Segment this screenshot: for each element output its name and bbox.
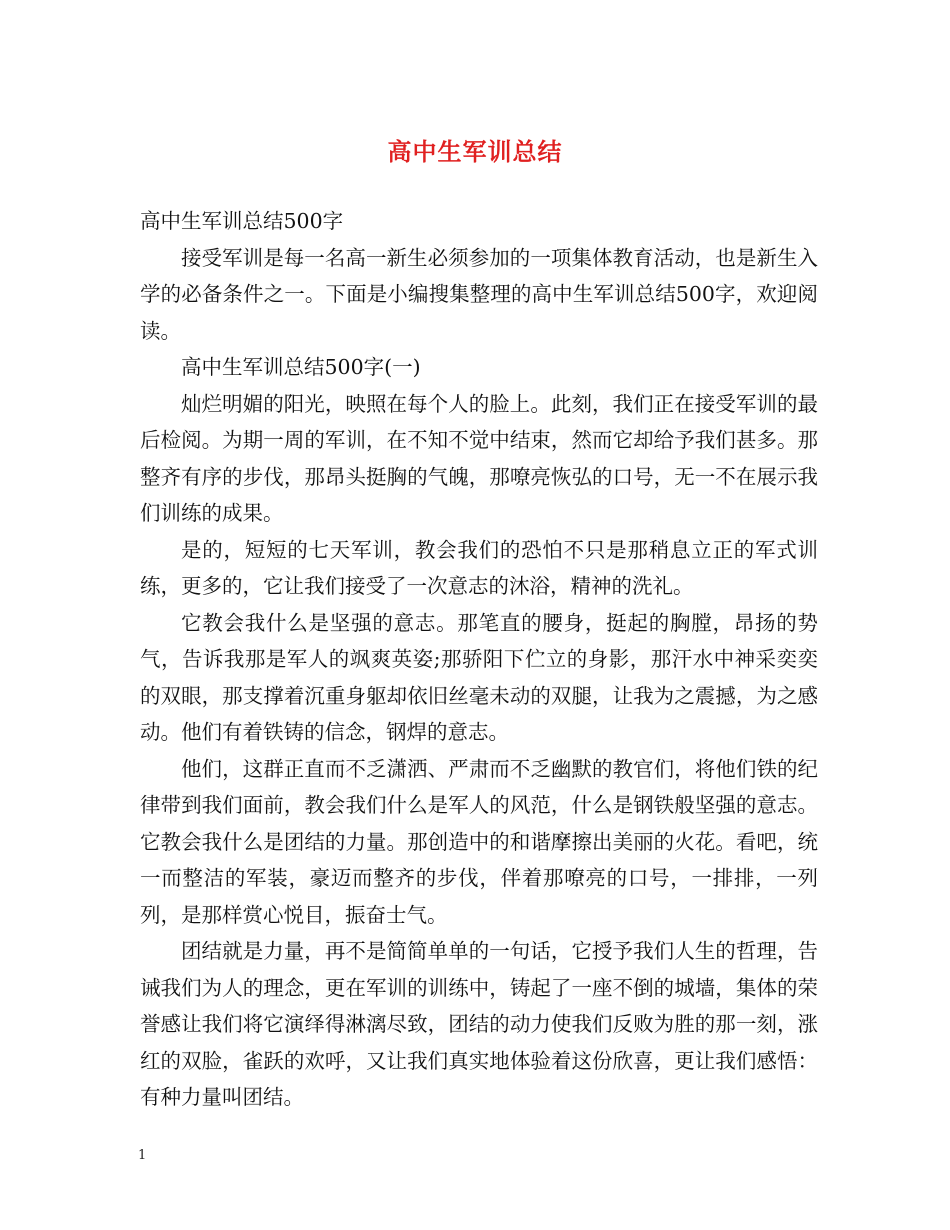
intro-paragraph: 接受军训是每一名高一新生必须参加的一项集体教育活动，也是新生入学的必备条件之一。下面是小编搜集整理的高中生军训总结500字，欢迎阅读。 <box>140 245 818 343</box>
body-paragraph: 是的，短短的七天军训，教会我们的恐怕不只是那稍息立正的军式训练，更多的，它让我们接受了一次意志的沐浴，精神的洗礼。 <box>140 537 818 598</box>
body-paragraph: 他们，这群正直而不乏潇洒、严肃而不乏幽默的教官们，将他们铁的纪律带到我们面前，教会我们什么是军人的风范，什么是钢铁般坚强的意志。 它教会我什么是团结的力量。那创造中的和谐摩擦出美丽的火花。看吧，统一而整洁的军装，豪迈而整齐的步伐，伴着那嘹亮的口号，一排排，一列列，是那样赏心悦目，振奋士气。 <box>140 756 818 927</box>
body-paragraph: 团结就是力量，再不是简简单单的一句话，它授予我们人生的哲理，告诫我们为人的理念，更在军训的训练中，铸起了一座不倒的城墙，集体的荣誉感让我们将它演绎得淋漓尽致，团结的动力使我们反败为胜的那一刻，涨红的双脸，雀跃的欢呼，又让我们真实地体验着这份欣喜，更让我们感悟：有种力量叫团结。 <box>140 939 818 1109</box>
document-title: 高中生军训总结 <box>387 137 563 166</box>
document-subtitle: 高中生军训总结500字 <box>140 209 344 233</box>
page-number: 1 <box>138 1148 147 1163</box>
section-heading: 高中生军训总结500字(一) <box>181 355 421 379</box>
body-paragraph: 它教会我什么是坚强的意志。那笔直的腰身，挺起的胸膛，昂扬的势气，告诉我那是军人的飒爽英姿;那骄阳下伫立的身影，那汗水中神采奕奕的双眼，那支撑着沉重身躯却依旧丝毫未动的双腿，让我为之震撼，为之感动。他们有着铁铸的信念，钢焊的意志。 <box>140 610 818 744</box>
body-paragraph: 灿烂明媚的阳光，映照在每个人的脸上。此刻，我们正在接受军训的最后检阅。为期一周的军训，在不知不觉中结束，然而它却给予我们甚多。那整齐有序的步伐，那昂头挺胸的气魄，那嘹亮恢弘的口号，无一不在展示我们训练的成果。 <box>140 391 818 525</box>
document-body <box>140 203 818 1116</box>
